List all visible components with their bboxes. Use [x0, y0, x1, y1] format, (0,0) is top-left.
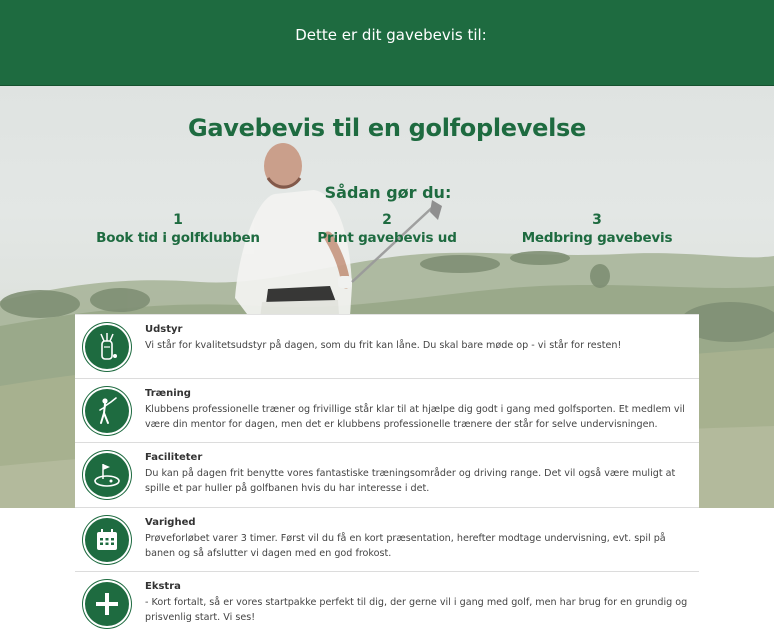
step-3	[497, 211, 697, 248]
feature-title: Udstyr	[145, 324, 183, 335]
feature-ekstra	[75, 572, 699, 636]
feature-faciliteter	[75, 443, 699, 508]
feature-description: Vi står for kvalitetsudstyr på dagen, som du frit kan låne. Du skal bare møde op - vi står for resten!	[145, 340, 622, 351]
feature-description: Prøveforløbet varer 3 timer. Først vil du få en kort præsentation, herefter modtage undervisning, evt. spil på banen og så afslutter vi dagen med en god frokost.	[145, 532, 666, 559]
golf-green-icon	[83, 451, 131, 499]
step-label: Book tid i golfklubben	[96, 230, 260, 246]
calendar-icon	[83, 516, 131, 564]
plus-icon	[83, 580, 131, 628]
step-number: 2	[382, 212, 392, 228]
feature-description: - Kort fortalt, så er vores startpakke perfekt til dig, der gerne vil i gang med golf, men har brug for en grundig og prisvenlig start. Vi ses!	[145, 597, 688, 623]
step-label: Print gavebevis ud	[317, 230, 457, 246]
top-banner	[0, 0, 774, 86]
golf-bag-icon	[83, 323, 131, 371]
banner-text: Dette er dit gavebevis til:	[295, 26, 487, 44]
feature-title: Varighed	[145, 516, 196, 528]
step-label: Medbring gavebevis	[521, 230, 673, 246]
feature-text	[145, 516, 691, 561]
step-2	[287, 211, 487, 248]
feature-varighed	[75, 508, 699, 573]
feature-title: Ekstra	[145, 581, 181, 592]
feature-udstyr	[75, 314, 699, 379]
how-to-title: Sådan gør du:	[324, 183, 452, 202]
golfer-icon	[83, 387, 131, 435]
step-number: 1	[173, 212, 183, 228]
feature-text	[145, 580, 691, 625]
feature-description: Klubbens professionelle træner og frivillige står klar til at hjælpe dig godt i gang med golfsporten. Et medlem vil være din mentor for dagen, men det er klubbens professionelle trænere der står for selve undervisningen.	[145, 403, 685, 430]
feature-text	[145, 451, 691, 496]
step-number: 3	[592, 212, 602, 228]
features-list	[75, 314, 699, 636]
feature-title: Træning	[145, 387, 191, 399]
page-title: Gavebevis til en golfoplevelse	[187, 114, 586, 142]
step-1	[78, 211, 278, 248]
feature-title: Faciliteter	[145, 452, 203, 463]
feature-traening	[75, 379, 699, 444]
feature-text	[145, 387, 691, 432]
feature-description: Du kan på dagen frit benytte vores fantastiske træningsområder og driving range. Det vil også være muligt at spille et par huller på golfbanen hvis du har interesse i det.	[145, 468, 676, 494]
feature-text	[145, 323, 691, 353]
